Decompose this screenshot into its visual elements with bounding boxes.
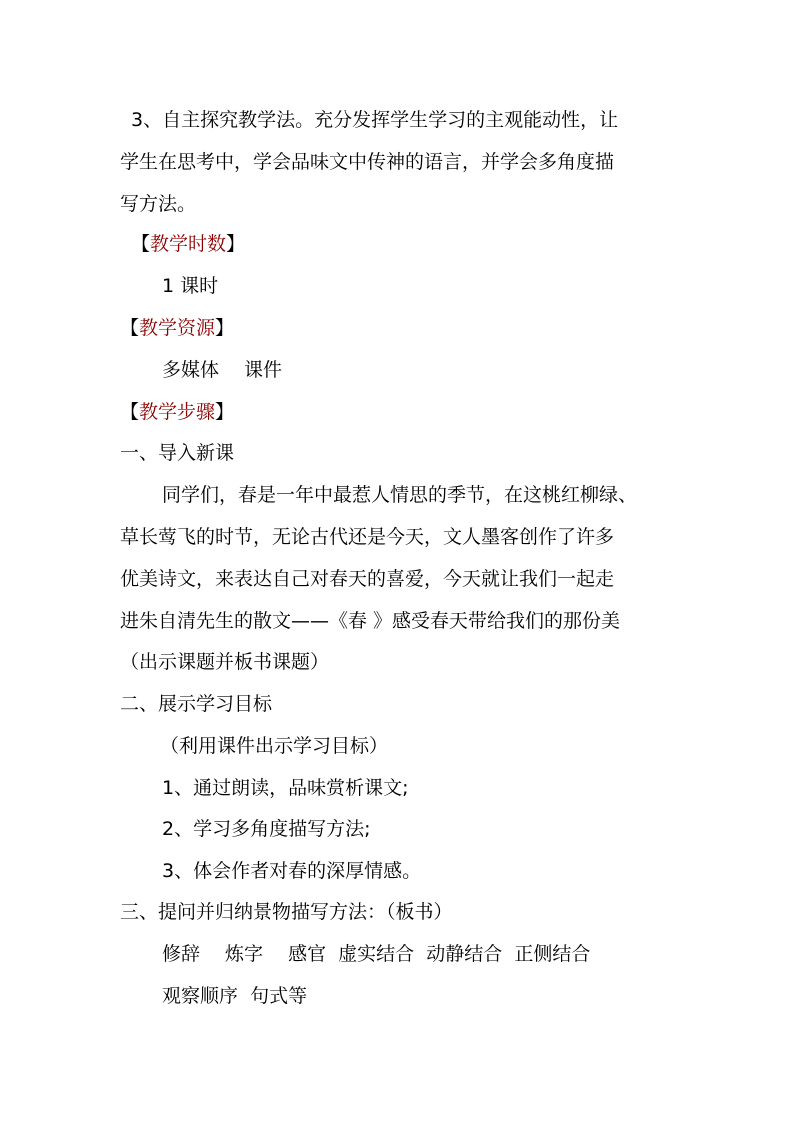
section-title-hours: 教学时数 [150,233,227,255]
bracket-close: 】 [215,401,235,423]
goal-item: 1、通过朗读，品味赏析课文; [162,777,409,799]
methods-line-1: 修辞 炼字 感官 虚实结合 动静结合 正侧结合 [162,943,591,965]
step1-para-line-2: 草长莺飞的时节，无论古代还是今天，文人墨客创作了许多 [120,526,615,548]
bracket-open: 【 [120,401,140,423]
bracket-close: 】 [226,233,246,255]
bracket-open: 【 [131,233,151,255]
step1-heading: 一、导入新课 [120,442,235,464]
step1-para-line-4: 进朱自清先生的散文——《春 》感受春天带给我们的那份美 [120,610,621,632]
step2-note: （利用课件出示学习目标） [160,735,389,757]
method-line-3: 写方法。 [120,193,197,215]
section-heading-hours [131,232,245,256]
method-line-2: 学生在思考中，学会品味文中传神的语言，并学会多角度描 [120,151,615,173]
step1-para-line-5: （出示课题并板书课题） [120,651,330,673]
methods-line-2: 观察顺序 句式等 [162,985,308,1007]
step2-heading: 二、展示学习目标 [120,693,273,715]
section-title-resources: 教学资源 [139,317,216,339]
bracket-open: 【 [120,317,140,339]
hours-value: 1 课时 [162,275,219,297]
section-heading-steps [120,400,234,424]
section-title-steps: 教学步骤 [139,401,216,423]
step3-heading: 三、提问并归纳景物描写方法：（板书） [120,901,453,923]
method-line-1: 3、自主探究教学法。充分发挥学生学习的主观能动性，让 [131,109,619,131]
goal-item: 2、学习多角度描写方法; [162,818,371,840]
step1-para-line-3: 优美诗文，来表达自己对春天的喜爱，今天就让我们一起走 [120,568,615,590]
goal-item: 3、体会作者对春的深厚情感。 [162,860,422,882]
section-heading-resources [120,316,234,340]
bracket-close: 】 [215,317,235,339]
resources-value: 多媒体 课件 [162,359,283,381]
step1-para-line-1: 同学们，春是一年中最惹人情思的季节，在这桃红柳绿、 [162,484,638,506]
